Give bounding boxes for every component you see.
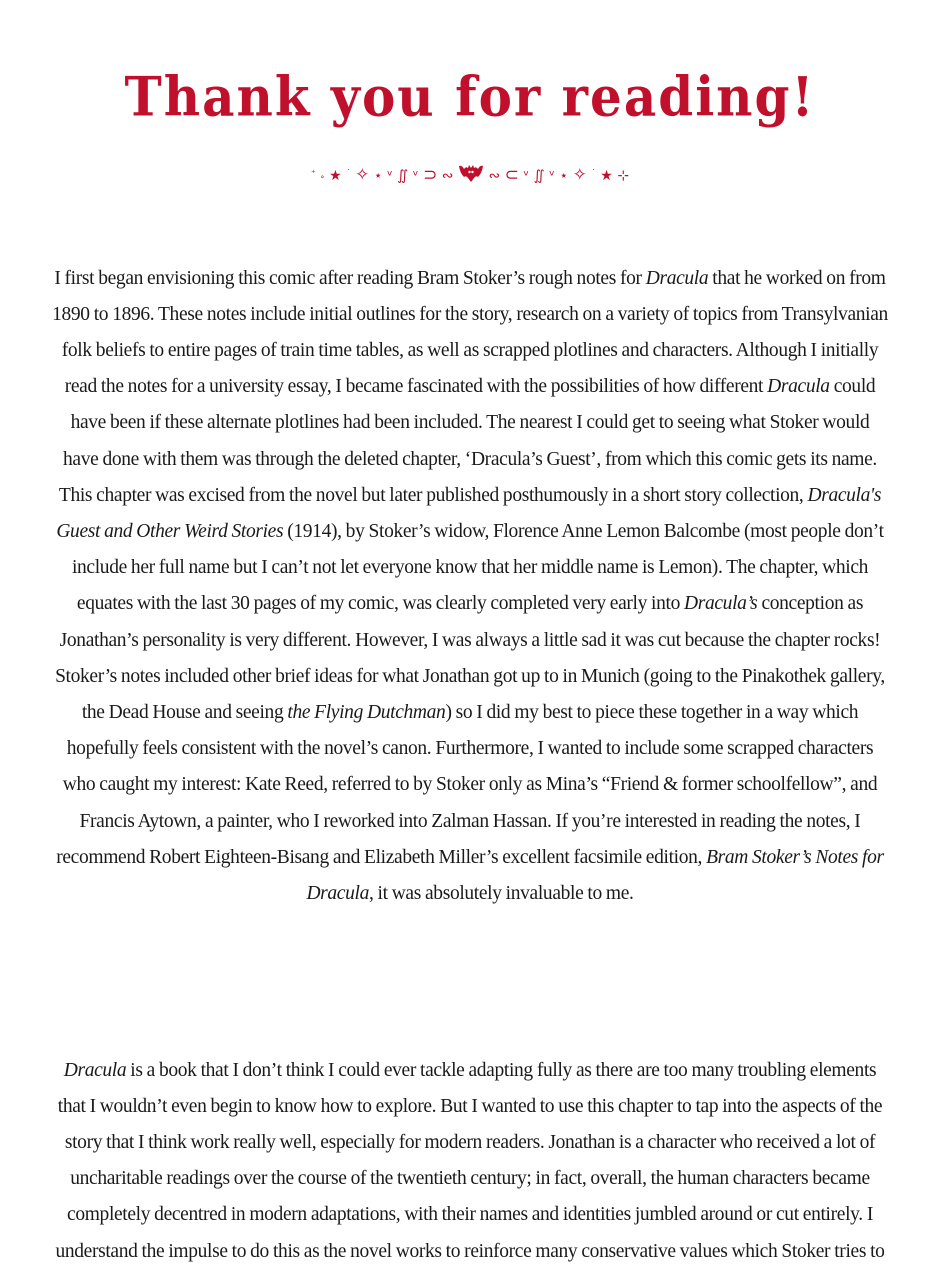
italic-title-text: Dracula [63, 1059, 127, 1081]
small-star-icon: ⋆ [373, 168, 383, 184]
body-text-run: is a book that I don’t think I could ever tackle adapting fully as there are too many troubling elements that I wouldn’t even begin to know how to explore. But I wanted to use this chapter to tap into the aspects of the story that I think work really well, especially for modern readers. Jonathan is a character who received a lot of uncharitable readings over the course of the twentieth century; in fact, overall, the human characters became completely decentred in modern adaptations, with their names and identities jumbled around or cut entirely. I understand the impulse to do this as the novel works to reinforce many conservative values which Stoker tries to [55, 1059, 885, 1262]
body-text-run: (1914), by Stoker’s widow, Florence Anne Lemon Balcombe (most people don’t include her full name but I can’t not let everyone know that her middle name is Lemon). The chapter, which equates with the last 30 pages of my comic, was clearly completed very early into [71, 520, 884, 615]
italic-title-text: Dracula [645, 267, 709, 289]
italic-title-text: the Flying Dutchman [287, 701, 446, 723]
fang-icon: ᵛ [412, 168, 419, 184]
dot-icon: ˙ [591, 169, 596, 179]
afterword-paragraph-1 [52, 261, 888, 913]
four-point-star-icon: ✧ [355, 165, 370, 185]
dot-icon: ˙ [346, 169, 351, 179]
divider-right-ornaments [488, 165, 630, 185]
ornamental-divider [0, 160, 940, 190]
swirl-icon: ∾ [488, 168, 501, 184]
bat-icon [458, 161, 484, 189]
body-text-run: ) so I did my best to piece these together in a way which hopefully feels consistent with the novel’s canon. Furthermore, I wanted to include some scrapped characters who caught my interest: Kate Reed, referred to by Stoker only as Mina’s “Friend & former schoolfellow”, and Francis Aytown, a painter, who I reworked into Zalman Hassan. If you’re interested in reading the notes, I recommend Robert Eighteen-Bisang and Elizabeth Miller’s excellent facsimile edition, [56, 701, 878, 868]
body-text-run: conception as Jonathan’s personality is very different. However, I was always a little sad it was cut because the chapter rocks! Stoker’s notes included other brief ideas for what Jonathan got up to in Munich (going to the Pinakothek gallery, the Dead House and seeing [55, 593, 885, 723]
body-text-run: that he worked on from 1890 to 1896. These notes include initial outlines for the story, research on a variety of topics from Transylvanian folk beliefs to entire pages of train time tables, as well as scrapped plotlines and characters. Although I initially read the notes for a university essay, I became fascinated with the possibilities of how different [52, 267, 888, 398]
star-icon: ★ [329, 168, 342, 184]
fang-icon: ᵛ [387, 168, 393, 184]
italic-title-text: Bram Stoker’s Notes for Dracula [306, 846, 884, 904]
fang-icon: ᵛ [549, 168, 555, 184]
body-text-run: , it was absolutely invaluable to me. [368, 882, 634, 904]
small-star-icon: ⋆ [559, 168, 569, 184]
afterword-paragraph-2 [52, 1053, 888, 1270]
four-point-star-icon: ✧ [572, 165, 587, 185]
divider-left-ornaments [310, 165, 458, 185]
star-icon: ★ [600, 168, 613, 184]
fang-icon: ∬ [397, 168, 409, 184]
sparkle-icon: ⊹ [617, 168, 630, 184]
italic-title-text: Dracula [767, 376, 830, 398]
italic-title-text: Dracula's Guest and Other Weird Stories [56, 484, 882, 542]
crescent-moon-icon: ⊃ [423, 165, 438, 185]
swirl-icon: ∾ [441, 168, 454, 184]
body-text-run: I first began envisioning this comic after reading Bram Stoker’s rough notes for [54, 267, 646, 289]
page-title: Thank you for reading! [124, 64, 816, 128]
italic-title-text: Dracula’s [684, 593, 758, 615]
fang-icon: ᵛ [523, 168, 530, 184]
sparkle-icon: ⁺ [310, 169, 316, 179]
fang-icon: ∬ [533, 168, 545, 184]
dot-icon: ˳ [320, 169, 325, 179]
body-text-run: could have been if these alternate plotlines had been included. The nearest I could get to seeing what Stoker would have done with them was through the deleted chapter, ‘Dracula’s Guest’, from which this comic gets its name. This chapter was excised from the novel but later published posthumously in a short story collection, [58, 376, 877, 506]
crescent-moon-icon: ⊂ [504, 165, 519, 185]
